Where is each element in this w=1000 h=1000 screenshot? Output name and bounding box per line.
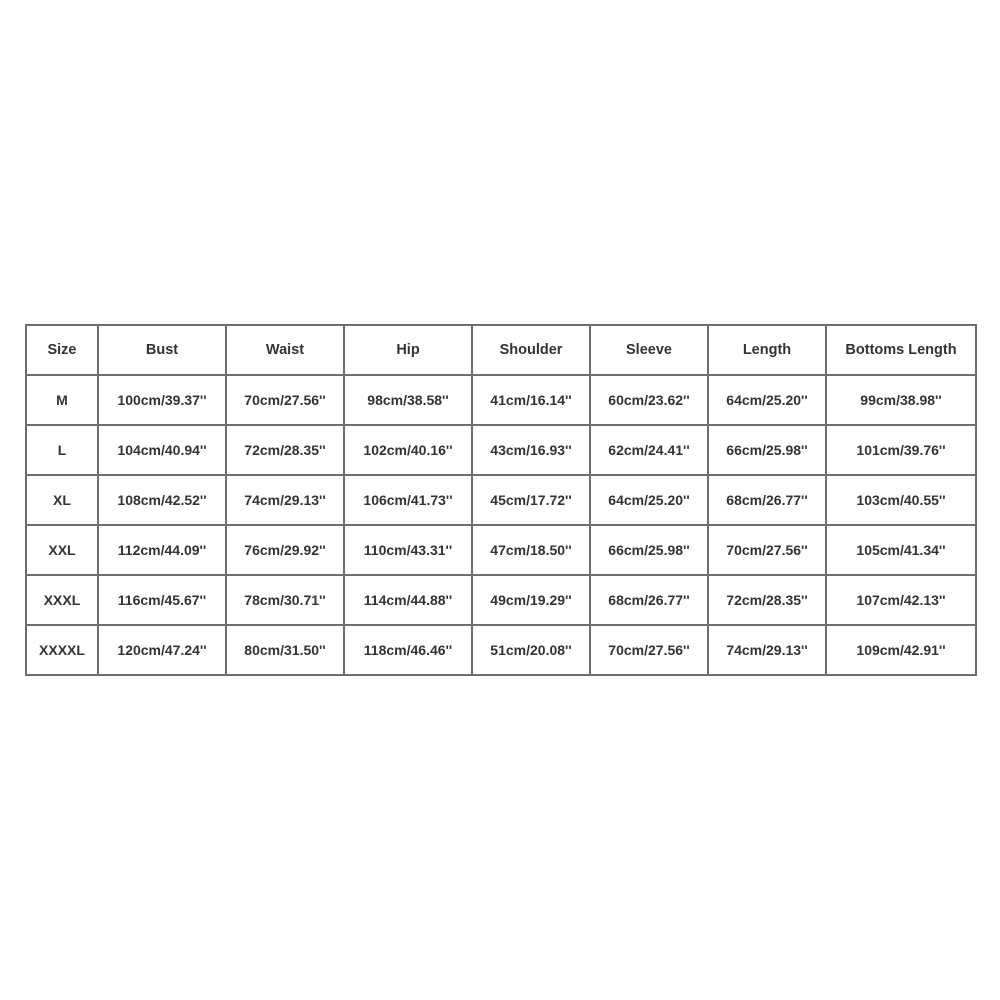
cell-shoulder: 49cm/19.29''	[472, 575, 590, 625]
cell-bust: 120cm/47.24''	[98, 625, 226, 675]
cell-size: M	[26, 375, 98, 425]
cell-waist: 70cm/27.56''	[226, 375, 344, 425]
cell-waist: 74cm/29.13''	[226, 475, 344, 525]
cell-sleeve: 64cm/25.20''	[590, 475, 708, 525]
cell-waist: 78cm/30.71''	[226, 575, 344, 625]
cell-size: XXXL	[26, 575, 98, 625]
header-bottoms-length: Bottoms Length	[826, 325, 976, 375]
cell-bottoms-length: 107cm/42.13''	[826, 575, 976, 625]
cell-waist: 76cm/29.92''	[226, 525, 344, 575]
cell-size: XL	[26, 475, 98, 525]
cell-waist: 80cm/31.50''	[226, 625, 344, 675]
cell-hip: 106cm/41.73''	[344, 475, 472, 525]
table-row	[26, 575, 976, 625]
cell-bottoms-length: 105cm/41.34''	[826, 525, 976, 575]
cell-sleeve: 68cm/26.77''	[590, 575, 708, 625]
cell-shoulder: 43cm/16.93''	[472, 425, 590, 475]
header-length: Length	[708, 325, 826, 375]
cell-sleeve: 70cm/27.56''	[590, 625, 708, 675]
header-hip: Hip	[344, 325, 472, 375]
cell-waist: 72cm/28.35''	[226, 425, 344, 475]
cell-bottoms-length: 101cm/39.76''	[826, 425, 976, 475]
table-row	[26, 375, 976, 425]
cell-shoulder: 41cm/16.14''	[472, 375, 590, 425]
header-sleeve: Sleeve	[590, 325, 708, 375]
cell-hip: 110cm/43.31''	[344, 525, 472, 575]
table-row	[26, 425, 976, 475]
cell-size: XXL	[26, 525, 98, 575]
cell-bottoms-length: 109cm/42.91''	[826, 625, 976, 675]
cell-hip: 102cm/40.16''	[344, 425, 472, 475]
cell-bust: 100cm/39.37''	[98, 375, 226, 425]
cell-size: XXXXL	[26, 625, 98, 675]
cell-shoulder: 45cm/17.72''	[472, 475, 590, 525]
cell-sleeve: 66cm/25.98''	[590, 525, 708, 575]
cell-bust: 108cm/42.52''	[98, 475, 226, 525]
cell-length: 72cm/28.35''	[708, 575, 826, 625]
cell-size: L	[26, 425, 98, 475]
cell-bust: 116cm/45.67''	[98, 575, 226, 625]
cell-sleeve: 60cm/23.62''	[590, 375, 708, 425]
header-size: Size	[26, 325, 98, 375]
cell-sleeve: 62cm/24.41''	[590, 425, 708, 475]
table-row	[26, 625, 976, 675]
cell-length: 66cm/25.98''	[708, 425, 826, 475]
cell-bottoms-length: 103cm/40.55''	[826, 475, 976, 525]
table-row	[26, 475, 976, 525]
cell-shoulder: 51cm/20.08''	[472, 625, 590, 675]
cell-length: 70cm/27.56''	[708, 525, 826, 575]
cell-shoulder: 47cm/18.50''	[472, 525, 590, 575]
header-bust: Bust	[98, 325, 226, 375]
table-header-row	[26, 325, 976, 375]
cell-bottoms-length: 99cm/38.98''	[826, 375, 976, 425]
cell-hip: 98cm/38.58''	[344, 375, 472, 425]
size-chart-table	[25, 324, 977, 676]
cell-bust: 112cm/44.09''	[98, 525, 226, 575]
header-waist: Waist	[226, 325, 344, 375]
cell-length: 68cm/26.77''	[708, 475, 826, 525]
cell-length: 64cm/25.20''	[708, 375, 826, 425]
cell-length: 74cm/29.13''	[708, 625, 826, 675]
cell-bust: 104cm/40.94''	[98, 425, 226, 475]
cell-hip: 118cm/46.46''	[344, 625, 472, 675]
header-shoulder: Shoulder	[472, 325, 590, 375]
cell-hip: 114cm/44.88''	[344, 575, 472, 625]
table-row	[26, 525, 976, 575]
